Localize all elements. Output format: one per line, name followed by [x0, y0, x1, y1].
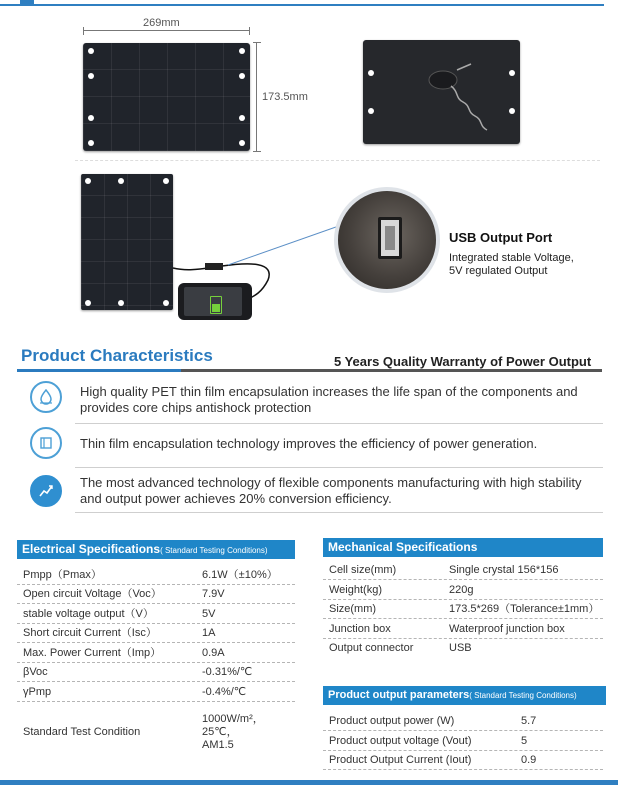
- feature-item: Thin film encapsulation technology improves the efficiency of power generation.: [80, 436, 538, 451]
- feature-item: High quality PET thin film encapsulation increases the life span of the components and provides core chips antishock protection: [80, 384, 578, 415]
- table-row: Short circuit Current（Isc） 1A: [17, 624, 295, 643]
- water-drop-icon: [30, 381, 62, 413]
- table-row: βVoc -0.31%/℃: [17, 663, 295, 682]
- efficiency-chart-icon: [30, 475, 62, 507]
- feature-divider: [75, 423, 603, 424]
- film-layer-icon: [30, 427, 62, 459]
- electrical-specs-header: Electrical Specifications( Standard Testing Conditions): [17, 540, 295, 559]
- usb-output-description: Integrated stable Voltage, 5V regulated Output: [449, 252, 574, 277]
- usb-port-icon: [378, 217, 402, 259]
- width-dimension-label: 269mm: [140, 17, 183, 29]
- footer-bar: [0, 780, 618, 785]
- table-row: Size(mm) 173.5*269（Tolerance±1mm）: [323, 600, 603, 619]
- table-row: Max. Power Current（Imp） 0.9A: [17, 644, 295, 663]
- table-row: Output connector USB: [329, 642, 472, 654]
- mechanical-specs-header: Mechanical Specifications: [323, 538, 603, 557]
- feature-item: The most advanced technology of flexible components manufacturing with high stability and output power achieves 20% conversion efficiency.: [80, 475, 582, 506]
- smartphone-image: [178, 283, 252, 320]
- table-row: Cell size(mm) Single crystal 156*156: [323, 561, 603, 580]
- phone-screen: [184, 287, 242, 316]
- table-row: Product output voltage (Vout) 5: [323, 732, 603, 751]
- output-params-header: Product output parameters( Standard Testing Conditions): [323, 686, 606, 705]
- height-dimension-label: 173.5mm: [262, 91, 308, 103]
- table-row: γPmp -0.4%/℃: [17, 683, 295, 702]
- characteristics-title: Product Characteristics: [21, 346, 213, 365]
- table-row: Pmpp（Pmax） 6.1W（±10%）: [17, 566, 295, 585]
- standard-test-condition-row: Standard Test Condition 1000W/m²， 25℃， AM1.5: [23, 713, 264, 751]
- warranty-headline: 5 Years Quality Warranty of Power Output: [334, 354, 592, 369]
- table-row: Junction box Waterproof junction box: [323, 620, 603, 639]
- feature-divider: [75, 467, 603, 468]
- usb-port-zoom-image: [334, 187, 440, 293]
- table-row: Product Output Current (Iout) 0.9: [323, 751, 603, 770]
- characteristics-underline: [17, 369, 602, 372]
- table-row: stable voltage output（V） 5V: [17, 605, 295, 624]
- table-row: Open circuit Voltage（Voc） 7.9V: [17, 585, 295, 604]
- usb-output-title: USB Output Port: [449, 230, 553, 245]
- feature-divider: [75, 512, 603, 513]
- battery-charging-icon: [210, 296, 222, 314]
- table-row: Weight(kg) 220g: [323, 581, 603, 600]
- table-row: Product output power (W) 5.7: [323, 712, 603, 731]
